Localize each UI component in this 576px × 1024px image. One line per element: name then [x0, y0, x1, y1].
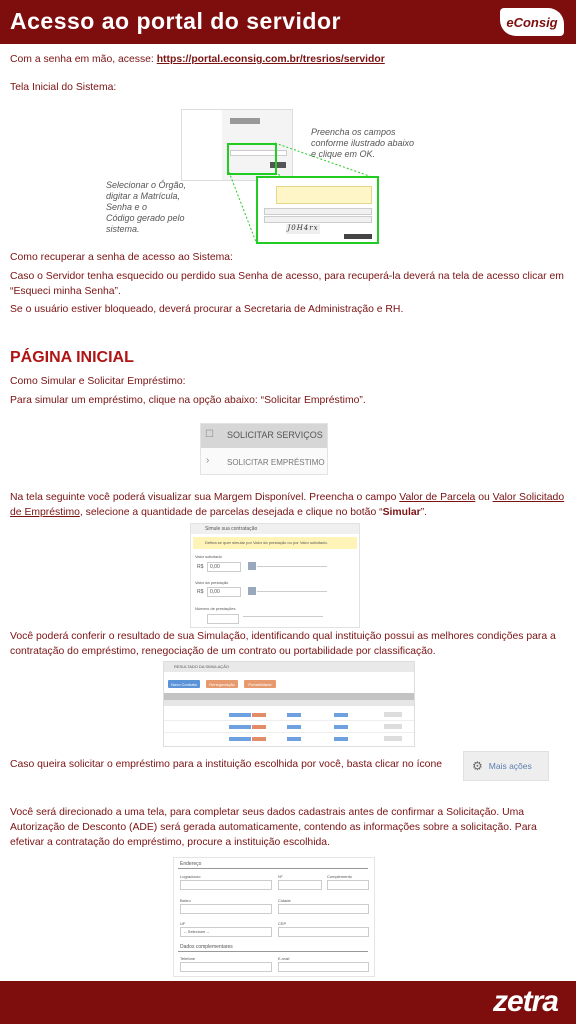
- simulate-text: , selecione a quantidade de parcelas desejada e clique no botão “: [79, 507, 383, 518]
- slider-handle[interactable]: [248, 562, 256, 570]
- access-prefix: Com a senha em mão, acesse:: [10, 54, 154, 65]
- label-numero-prestacoes: Número de prestações: [195, 606, 236, 611]
- menu-sub[interactable]: [201, 451, 327, 473]
- chevron-right-icon: ›: [206, 455, 210, 466]
- mais-acoes-button[interactable]: [463, 751, 549, 781]
- portal-link[interactable]: https://portal.econsig.com.br/tresrios/servidor: [156, 54, 385, 65]
- table-row: [164, 734, 414, 744]
- table-row: [164, 722, 414, 733]
- recover-title: Como recuperar a senha de acesso ao Sistema:: [10, 252, 233, 263]
- input-value: 0,00: [210, 589, 220, 595]
- note-right-line: conforme ilustrado abaixo: [311, 138, 415, 148]
- label-cep: CEP: [278, 921, 287, 926]
- home-heading: PÁGINA INICIAL: [10, 349, 134, 366]
- prestacoes-input[interactable]: [207, 614, 239, 624]
- simulate-text: Na tela seguinte você poderá visualizar sua Margem Disponível. Preencha o campo: [10, 492, 400, 503]
- tab-portabilidade[interactable]: Portabilidade: [244, 680, 276, 688]
- redirect-paragraph: Você será direcionado a uma tela, para completar seus dados cadastrais antes de confirmar a Solicitação. Uma Autorização de Desconto (ADE) será gerada automaticamente, contendo as informações sobre a solicitação. Para efetivar a contratação do empréstimo, procure a instituição escolhida.: [10, 807, 537, 848]
- section-endereco: Endereço: [180, 861, 202, 867]
- initial-screen-label: Tela Inicial do Sistema:: [10, 82, 117, 93]
- note-right: [311, 127, 414, 160]
- logradouro-input[interactable]: [180, 880, 272, 890]
- form-hint: Defina se quer simular por Valor da prestação ou por Valor solicitado.: [205, 540, 328, 545]
- note-left-line: sistema.: [106, 224, 140, 234]
- simulation-form: [190, 523, 360, 628]
- result-title: RESULTADO DA SIMULAÇÃO: [174, 664, 229, 669]
- recover-p2: Se o usuário estiver bloqueado, deverá procurar a Secretaria de Administração e RH.: [10, 304, 404, 315]
- address-form: [173, 857, 375, 977]
- section-dados-complementares: Dados complementares: [180, 944, 233, 950]
- note-left-line: Código gerado pelo: [106, 213, 185, 223]
- result-table: [163, 661, 415, 747]
- cidade-input[interactable]: [278, 904, 369, 914]
- simulate-text: ou: [475, 492, 493, 503]
- telefone-input[interactable]: [180, 962, 272, 972]
- bairro-input[interactable]: [180, 904, 272, 914]
- valor-solicitado-input[interactable]: [207, 562, 241, 572]
- tab-renegociacao[interactable]: Renegociação: [206, 680, 238, 688]
- cep-input[interactable]: [278, 927, 369, 937]
- simulate-text: ”.: [420, 507, 428, 518]
- home-instruction: Para simular um empréstimo, clique na opção abaixo: “Solicitar Empréstimo”.: [10, 395, 366, 406]
- numero-input[interactable]: [278, 880, 322, 890]
- label-valor-prestacao: Valor da prestação: [195, 580, 229, 585]
- econsig-logo: eConsig: [500, 8, 564, 36]
- box-icon: ☐: [205, 429, 214, 440]
- ok-button[interactable]: [344, 234, 372, 239]
- note-left-line: digitar a Matrícula,: [106, 191, 181, 201]
- recover-p1: Caso o Servidor tenha esquecido ou perdido sua Senha de acesso, para recuperá-la deverá na tela de acesso clicar em “Esqueci minha Senha”.: [10, 271, 564, 297]
- field-valor-solicitado: Valor Solicitado de Empréstimo: [10, 492, 565, 518]
- note-left-line: Selecionar o Órgão,: [106, 180, 187, 190]
- uf-select[interactable]: [180, 927, 272, 937]
- currency: R$: [197, 564, 204, 570]
- menu-main[interactable]: [201, 424, 327, 448]
- label-email: E-mail: [278, 956, 290, 961]
- email-input[interactable]: [278, 962, 369, 972]
- select-placeholder: -- Selecione --: [184, 929, 210, 934]
- label-valor-solicitado: Valor solicitado: [195, 554, 222, 559]
- gear-icon: ⚙: [472, 759, 483, 773]
- note-right-line: e clique em OK.: [311, 149, 376, 159]
- home-subtitle: Como Simular e Solicitar Empréstimo:: [10, 376, 186, 387]
- simulate-button-ref: Simular: [382, 507, 421, 518]
- field-valor-parcela: Valor de Parcela: [399, 492, 476, 503]
- request-paragraph: Caso queira solicitar o empréstimo para a instituição escolhida por você, basta clicar no ícone: [10, 759, 443, 770]
- page-title: Acesso ao portal do servidor: [10, 8, 341, 34]
- note-left-line: Senha e o: [106, 202, 148, 212]
- label-logradouro: Logradouro: [180, 874, 201, 879]
- table-row: [164, 710, 414, 721]
- label-telefone: Telefone: [180, 956, 196, 961]
- mais-acoes-label: Mais ações: [488, 761, 532, 771]
- slider-handle[interactable]: [248, 587, 256, 595]
- valor-prestacao-input[interactable]: [207, 587, 241, 597]
- form-title: Simule sua contratação: [205, 526, 258, 532]
- result-paragraph: Você poderá conferir o resultado de sua Simulação, identificando qual instituição possui as melhores condições para a contratação do empréstimo, renegociação de um contrato ou portabilidade por classificação.: [10, 631, 556, 657]
- currency: R$: [197, 589, 204, 595]
- label-cidade: Cidade: [278, 898, 291, 903]
- simulate-paragraph: [10, 490, 566, 520]
- label-complemento: Complemento: [327, 874, 352, 879]
- complemento-input[interactable]: [327, 880, 369, 890]
- input-value: 0,00: [210, 564, 220, 570]
- note-right-line: Preencha os campos: [311, 127, 396, 137]
- note-left: [106, 180, 186, 235]
- login-zoom: [256, 176, 379, 244]
- tab-novo-contrato[interactable]: Novo Contrato: [168, 680, 200, 688]
- label-uf: UF: [180, 921, 186, 926]
- label-bairro: Bairro: [180, 898, 191, 903]
- page-footer: [0, 981, 576, 1024]
- zetra-logo: zetra: [492, 985, 558, 1018]
- menu-sub-label: SOLICITAR EMPRÉSTIMO: [227, 458, 325, 467]
- menu-screenshot: [200, 423, 328, 475]
- menu-main-label: SOLICITAR SERVIÇOS: [227, 430, 323, 440]
- captcha-image: J0H4rx: [287, 224, 319, 232]
- label-numero: Nº: [278, 874, 283, 879]
